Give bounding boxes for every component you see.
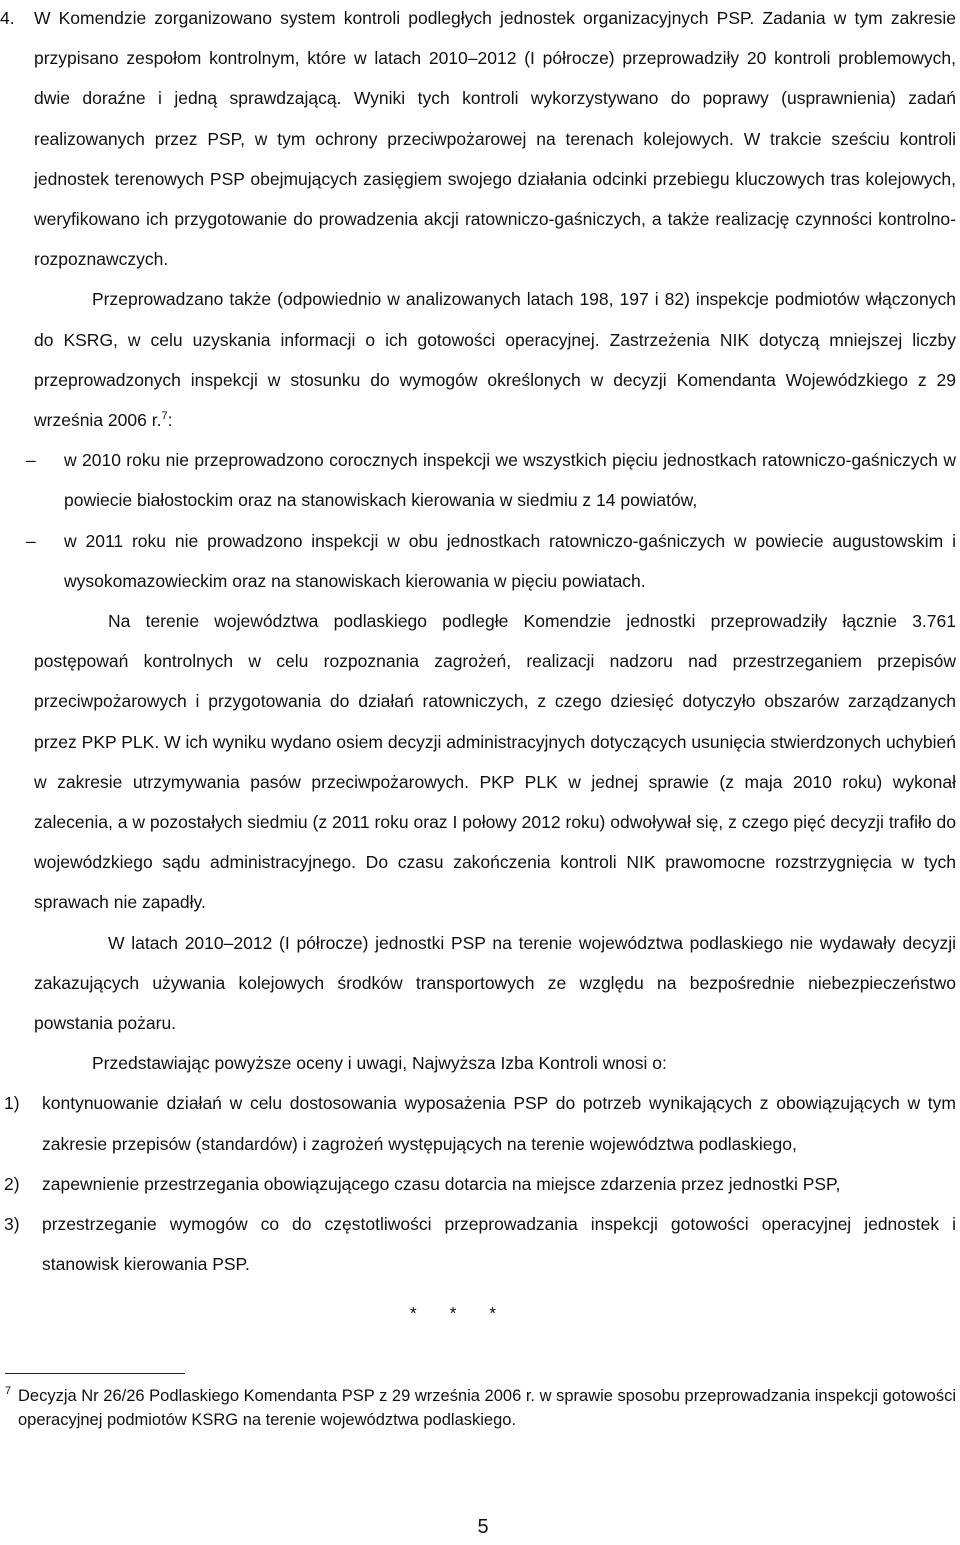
dash-bullet: ‒ (26, 530, 36, 551)
recommendation-1 (4, 1083, 956, 1163)
list-item-2010 (26, 440, 956, 520)
paragraph-proceedings (34, 601, 956, 923)
dash-bullet: ‒ (26, 450, 36, 471)
recommendation-number: 3) (4, 1214, 20, 1235)
recommendation-1-text: kontynuowanie działań w celu dostosowania wyposażenia PSP do potrzeb wynikających z obowiązujących w tym zakresie przepisów (standardów) i zagrożeń występujących na terenie województwa podlaskiego, (42, 1093, 956, 1154)
footnote (5, 1384, 956, 1432)
recommendation-2-text: zapewnienie przestrzegania obowiązującego czasu dotarcia na miejsce zdarzenia przez jednostki PSP, (42, 1173, 841, 1194)
footnote-mark: 7 (5, 1385, 12, 1397)
paragraph-inspections (34, 279, 956, 440)
recommendation-number: 1) (4, 1093, 20, 1114)
page-number: 5 (477, 1516, 489, 1538)
paragraph-conclusion-intro (34, 1043, 956, 1083)
section-separator: * * * (409, 1302, 511, 1323)
list-item-2011-text: w 2011 roku nie prowadzono inspekcji w obu jednostkach ratowniczo-gaśniczych w powiecie augustowskim i wysokomazowieckim oraz na stanowiskach kierowania w pięciu powiatach. (64, 530, 956, 591)
recommendation-number: 2) (4, 1173, 20, 1194)
footnote-text: Decyzja Nr 26/26 Podlaskiego Komendanta PSP z 29 września 2006 r. w sprawie sposobu przeprowadzania inspekcji gotowości operacyjnej podmiotów KSRG na terenie województwa podlaskiego. (18, 1387, 956, 1429)
footnote-divider (5, 1373, 185, 1374)
paragraph-4-text: W Komendzie zorganizowano system kontroli podległych jednostek organizacyjnych PSP. Zadania w tym zakresie przypisano zespołom kontrolnym, które w latach 2010‒2012 (I półrocze) przeprowadziły 20 kontroli problemowych, dwie doraźne i jedną sprawdzającą. Wyniki tych kontroli wykorzystywano do poprawy (usprawnienia) zadań realizowanych przez PSP, w tym ochrony przeciwpożarowej na terenach kolejowych. W trakcie sześciu kontroli jednostek terenowych PSP obejmujących zasięgiem swojego działania odcinki przebiegu kluczowych tras kolejowych, weryfikowano ich przygotowanie do prowadzenia akcji ratowniczo-gaśniczych, a także realizację czynności kontrolno-rozpoznawczych. (34, 8, 956, 270)
inspections-tail: : (167, 410, 173, 431)
footnote-reference: 7 (161, 410, 168, 423)
recommendation-2 (4, 1164, 956, 1204)
proceedings-text: Na terenie województwa podlaskiego podległe Komendzie jednostki przeprowadziły łącznie 3.761 postępowań kontrolnych w celu rozpoznania zagrożeń, realizacji nadzoru nad przestrzeganiem przepisów przeciwpożarowych i przygotowania do działań ratowniczych, z czego dziesięć dotyczyło obszarów zarządzanych przez PKP PLK. W ich wyniku wydano osiem decyzji administracyjnych dotyczących usunięcia stwierdzonych uchybień w zakresie utrzymywania pasów przeciwpożarowych. PKP PLK w jednej sprawie (z maja 2010 roku) wykonał zalecenia, a w pozostałych siedmiu (z 2011 roku oraz I połowy 2012 roku) odwoływał się, z czego pięć decyzji trafiło do wojewódzkiego sądu administracyjnego. Do czasu zakończenia kontroli NIK prawomocne rozstrzygnięcia w tych sprawach nie zapadły. (34, 611, 956, 913)
paragraph-4 (0, 0, 956, 279)
recommendation-3 (4, 1204, 956, 1284)
list-item-2010-text: w 2010 roku nie przeprowadzono corocznych inspekcji we wszystkich pięciu jednostkach ratowniczo-gaśniczych w powiecie białostockim oraz na stanowiskach kierowania w siedmiu z 14 powiatów, (64, 450, 956, 511)
paragraph-number: 4. (0, 8, 15, 28)
recommendation-3-text: przestrzeganie wymogów co do częstotliwości przeprowadzania inspekcji gotowości operacyjnej jednostek i stanowisk kierowania PSP. (42, 1214, 956, 1275)
list-item-2011 (26, 521, 956, 601)
inspections-text: Przeprowadzano także (odpowiednio w analizowanych latach 198, 197 i 82) inspekcje podmiotów włączonych do KSRG, w celu uzyskania informacji o ich gotowości operacyjnej. Zastrzeżenia NIK dotyczą mniejszej liczby przeprowadzonych inspekcji w stosunku do wymogów określonych w decyzji Komendanta Wojewódzkiego z 29 września 2006 r. (34, 289, 956, 431)
paragraph-no-bans (34, 923, 956, 1044)
conclusion-intro-text: Przedstawiając powyższe oceny i uwagi, Najwyższa Izba Kontroli wnosi o: (92, 1053, 667, 1074)
no-bans-text: W latach 2010‒2012 (I półrocze) jednostki PSP na terenie województwa podlaskiego nie wydawały decyzji zakazujących używania kolejowych środków transportowych ze względu na bezpośrednie niebezpieczeństwo powstania pożaru. (34, 932, 956, 1034)
